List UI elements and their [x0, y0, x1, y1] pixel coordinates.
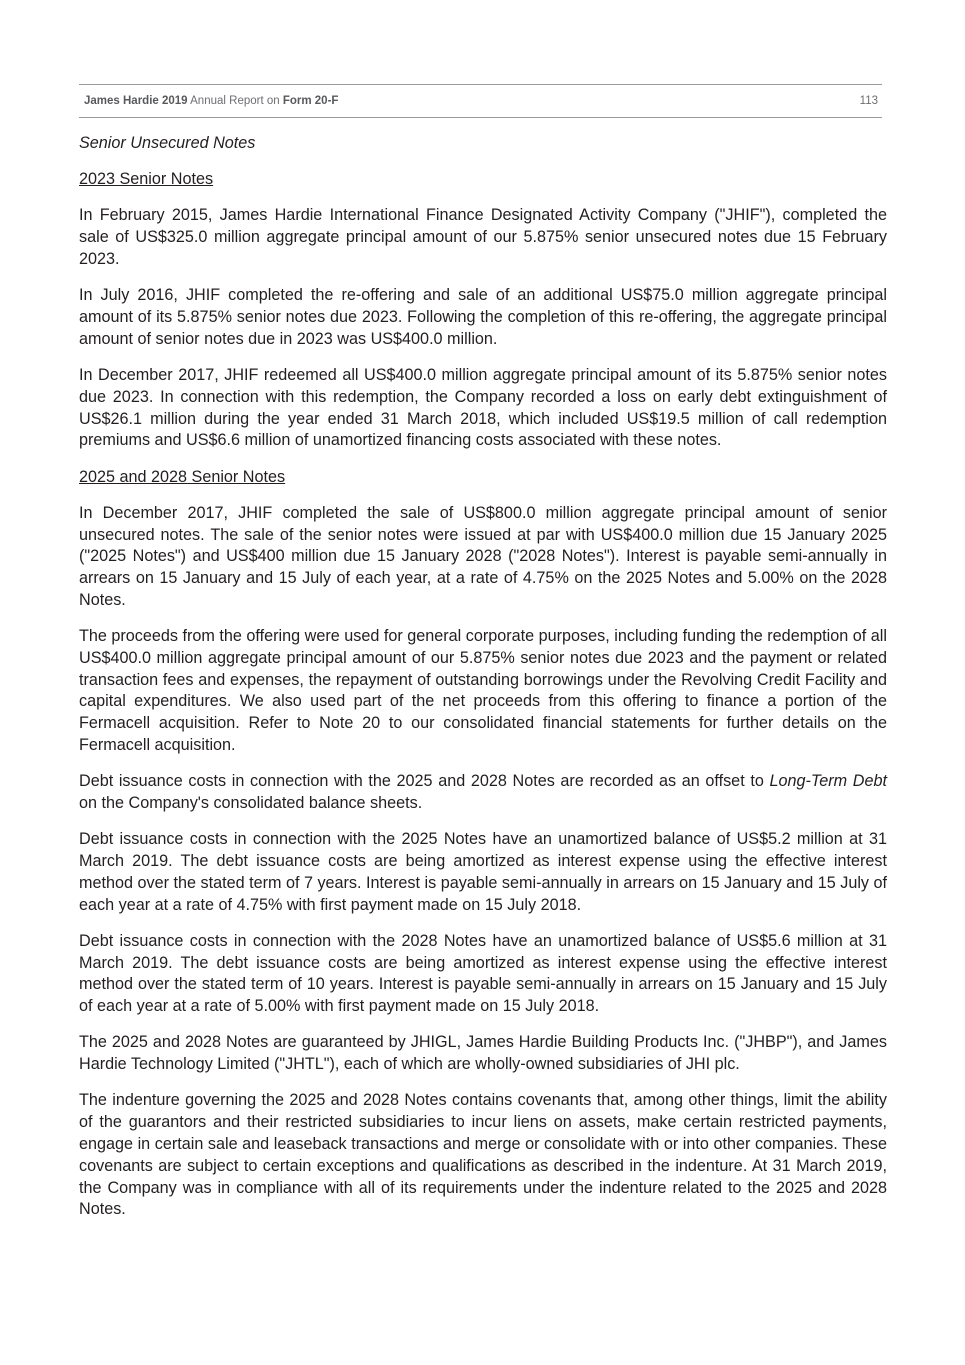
- subsection-title-2025-2028: [79, 467, 887, 489]
- paragraph-5: The proceeds from the offering were used for general corporate purposes, including funding the redemption of all US$400.0 million aggregate principal amount of our 5.875% senior notes due 2023 and the payment or related transaction fees and expenses, the repayment of outstanding borrowings under the Revolving Credit Facility and capital expenditures. We also used part of the net proceeds from this offering to finance a portion of the Fermacell acquisition. Refer to Note 20 to our consolidated financial statements for further details on the Fermacell acquisition.: [79, 627, 887, 755]
- paragraph-6-italic: Long-Term Debt: [769, 772, 887, 791]
- page-number: 113: [859, 95, 878, 107]
- header-title: [84, 92, 338, 110]
- header-top-rule: [79, 84, 882, 85]
- paragraph-9: The 2025 and 2028 Notes are guaranteed by JHIGL, James Hardie Building Products Inc. ("JHBP"), and James Hardie Technology Limited ("JHTL"), each of which are wholly-owned subsidiaries of JHI plc.: [79, 1033, 887, 1074]
- paragraph-8: Debt issuance costs in connection with the 2028 Notes have an unamortized balance of US$5.6 million at 31 March 2019. The debt issuance costs are being amortized as interest expense using the effective interest method over the stated term of 10 years. Interest is payable semi-annually in arrears on 15 January and 15 July of each year at a rate of 5.00% with first payment made on 15 July 2018.: [79, 931, 887, 1016]
- paragraph-1: In February 2015, James Hardie International Finance Designated Activity Company ("JHIF"), completed the sale of US$325.0 million aggregate principal amount of our 5.875% senior unsecured notes due 15 February 2023.: [79, 206, 887, 268]
- header-company: James Hardie 2019: [84, 95, 188, 107]
- paragraph-6-after: on the Company's consolidated balance sheets.: [79, 794, 423, 813]
- paragraph-6-before: Debt issuance costs in connection with the 2025 and 2028 Notes are recorded as an offset to: [79, 772, 770, 791]
- header-form: Form 20-F: [282, 95, 339, 107]
- paragraph-7: Debt issuance costs in connection with the 2025 Notes have an unamortized balance of US$5.2 million at 31 March 2019. The debt issuance costs are being amortized as interest expense using the effective interest method over the stated term of 7 years. Interest is payable semi-annually in arrears on 15 January and 15 July of each year at a rate of 4.75% with first payment made on 15 July 2018.: [79, 830, 888, 914]
- paragraph-3: In December 2017, JHIF redeemed all US$400.0 million aggregate principal amount of its 5.875% senior notes due 2023. In connection with this redemption, the Company recorded a loss on early debt extinguishment of US$26.1 million during the year ended 31 March 2018, which included US$19.5 million of call redemption premiums and US$6.6 million of unamortized financing costs associated with these notes.: [79, 365, 887, 450]
- paragraph-10: The indenture governing the 2025 and 2028 Notes contains covenants that, among other things, limit the ability of the guarantors and their restricted subsidiaries to incur liens on assets, make certain restricted payments, engage in certain sale and leaseback transactions and merge or consolidate with or into other companies. These covenants are subject to certain exceptions and qualifications as described in the indenture. At 31 March 2019, the Company was in compliance with all of its requirements under the indenture related to the 2025 and 2028 Notes.: [79, 1091, 887, 1219]
- paragraph-6: [79, 771, 887, 815]
- page-content: [79, 133, 887, 1236]
- page-header: [84, 92, 878, 110]
- header-bottom-rule: [79, 117, 882, 118]
- subsection-title-2023: [79, 169, 887, 191]
- subsection-title-2025-2028-text: 2025 and 2028 Senior Notes: [79, 467, 286, 486]
- subsection-title-2023-text: 2023 Senior Notes: [79, 170, 214, 189]
- section-title: Senior Unsecured Notes: [79, 134, 256, 152]
- header-report-text: Annual Report on: [187, 95, 283, 107]
- paragraph-2: In July 2016, JHIF completed the re-offering and sale of an additional US$75.0 million aggregate principal amount of its 5.875% senior notes due 2023. Following the completion of this re-offering, the aggregate principal amount of senior notes due in 2023 was US$400.0 million.: [79, 286, 887, 348]
- paragraph-4: In December 2017, JHIF completed the sale of US$800.0 million aggregate principal amount of senior unsecured notes. The sale of the senior notes were issued at par with US$400.0 million due 15 January 2025 ("2025 Notes") and US$400 million due 15 January 2028 ("2028 Notes"). Interest is payable semi-annually in arrears on 15 January and 15 July of each year, at a rate of 4.75% on the 2025 Notes and 5.00% on the 2028 Notes.: [79, 503, 887, 609]
